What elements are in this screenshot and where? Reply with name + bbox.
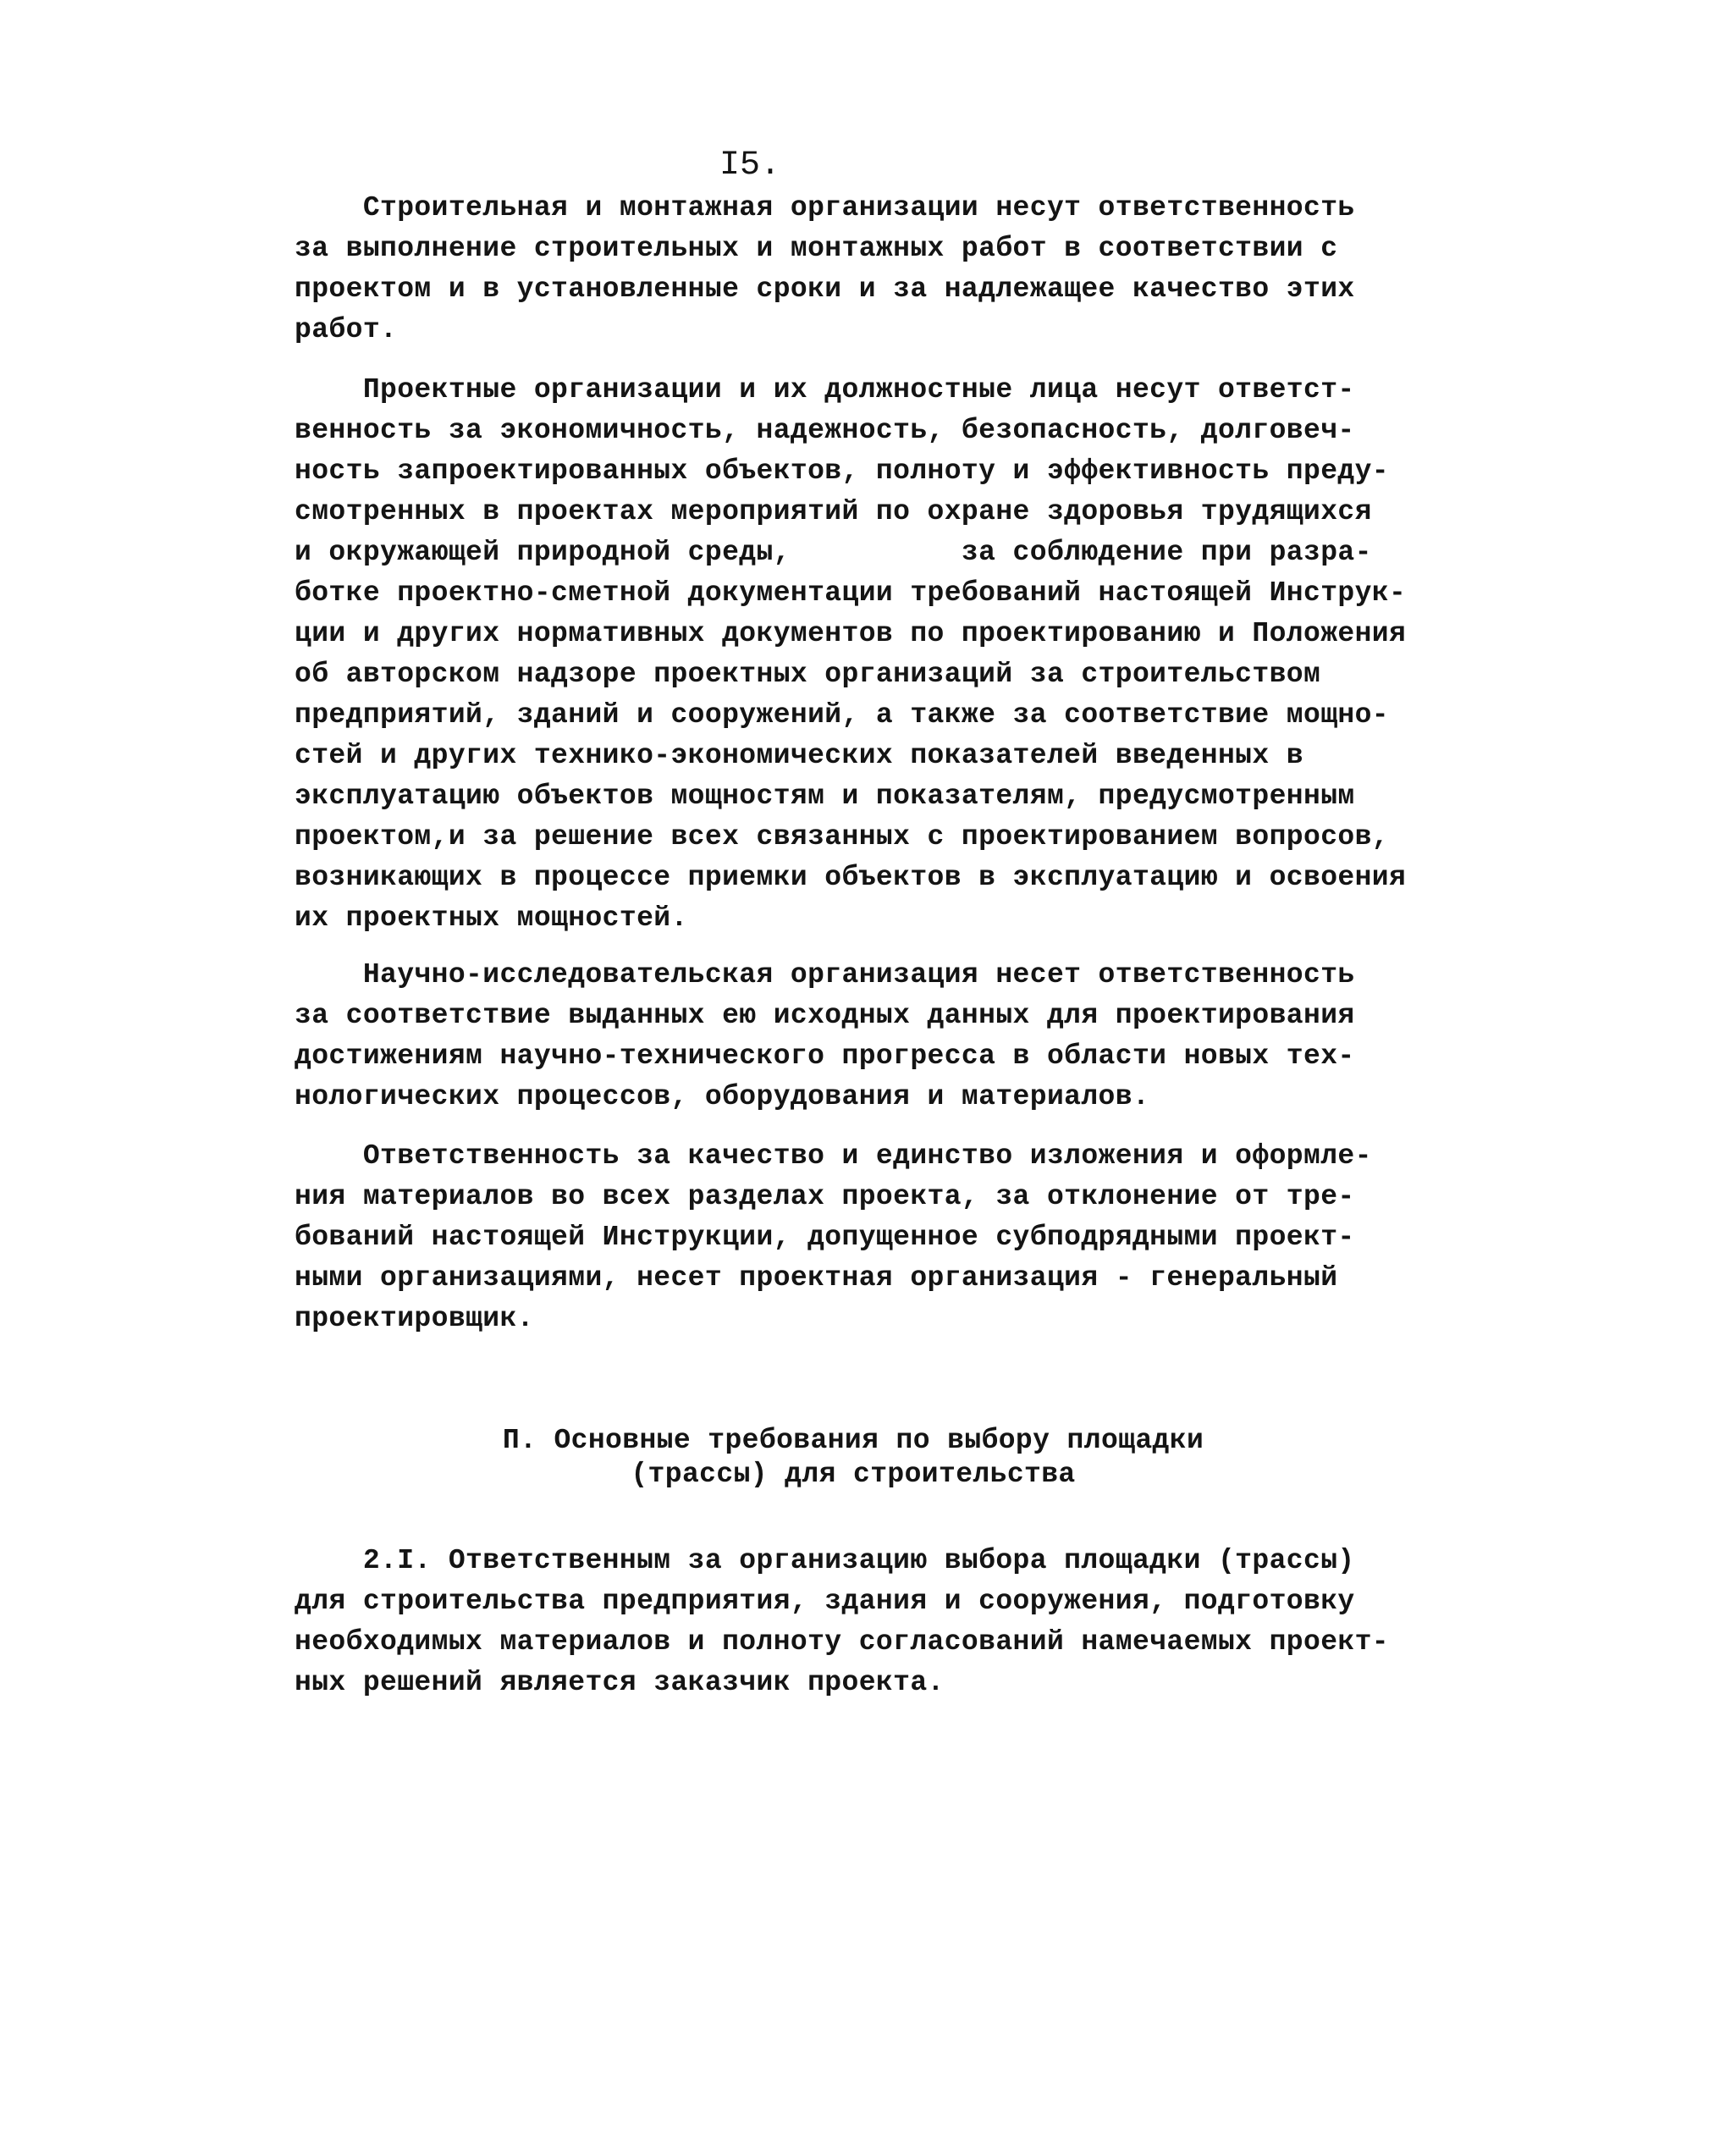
text-line: бований настоящей Инструкции, допущенное субподрядными проект- xyxy=(295,1222,1355,1253)
text-line: за выполнение строительных и монтажных работ в соответствии с xyxy=(295,233,1338,264)
text-line: смотренных в проектах мероприятий по охране здоровья трудящихся xyxy=(295,496,1372,527)
text-line: ность запроектированных объектов, полноту и эффективность преду- xyxy=(295,455,1390,487)
text-line: нологических процессов, оборудования и материалов. xyxy=(295,1081,1150,1112)
text-line: 2.I. Ответственным за организацию выбора площадки (трассы) xyxy=(295,1545,1355,1576)
text-line: ции и других нормативных документов по проектированию и Положения xyxy=(295,618,1407,649)
text-line: Ответственность за качество и единство изложения и оформле- xyxy=(295,1140,1372,1172)
heading-line: (трассы) для строительства xyxy=(631,1459,1076,1490)
text-line: для строительства предприятия, здания и сооружения, подготовку xyxy=(295,1586,1355,1617)
text-line: работ. xyxy=(295,314,398,345)
text-line: Строительная и монтажная организации несут ответственность xyxy=(295,192,1355,223)
text-line: Проектные организации и их должностные лица несут ответст- xyxy=(295,374,1355,406)
section-heading xyxy=(295,1424,1412,1492)
text-line: ных решений является заказчик проекта. xyxy=(295,1667,945,1698)
text-line: за соответствие выданных ею исходных данных для проектирования xyxy=(295,1000,1355,1031)
text-line: проектировщик. xyxy=(295,1303,534,1334)
text-line: необходимых материалов и полноту согласований намечаемых проект- xyxy=(295,1626,1390,1658)
text-line: ния материалов во всех разделах проекта, за отклонение от тре- xyxy=(295,1181,1355,1212)
text-line: Научно-исследовательская организация несет ответственность xyxy=(295,959,1355,991)
text-line: об авторском надзоре проектных организаций за строительством xyxy=(295,659,1321,690)
paragraph-site-selection xyxy=(295,1541,1412,1703)
paragraph-research-responsibility xyxy=(295,955,1412,1117)
text-line: их проектных мощностей. xyxy=(295,902,688,934)
text-line: проектом,и за решение всех связанных с проектированием вопросов, xyxy=(295,821,1390,853)
text-line: предприятий, зданий и сооружений, а также за соответствие мощно- xyxy=(295,699,1390,731)
text-line: стей и других технико-экономических показателей введенных в xyxy=(295,740,1303,771)
paragraph-design-responsibility xyxy=(295,370,1412,939)
heading-line: П. Основные требования по выбору площадки xyxy=(502,1425,1204,1456)
text-line: эксплуатацию объектов мощностям и показателям, предусмотренным xyxy=(295,781,1355,812)
text-line: венность за экономичность, надежность, безопасность, долговеч- xyxy=(295,415,1355,446)
text-line: возникающих в процессе приемки объектов в эксплуатацию и освоения xyxy=(295,862,1407,893)
page-number: I5. xyxy=(719,146,781,185)
paragraph-quality-responsibility xyxy=(295,1136,1412,1339)
text-line: ботке проектно-сметной документации требований настоящей Инструк- xyxy=(295,577,1407,609)
paragraph-construction-responsibility xyxy=(295,188,1412,350)
text-line: и окружающей природной среды, за соблюдение при разра- xyxy=(295,537,1372,568)
text-line: проектом и в установленные сроки и за надлежащее качество этих xyxy=(295,273,1355,305)
text-line: достижениям научно-технического прогресса в области новых тех- xyxy=(295,1040,1355,1072)
text-line: ными организациями, несет проектная организация - генеральный xyxy=(295,1262,1338,1294)
